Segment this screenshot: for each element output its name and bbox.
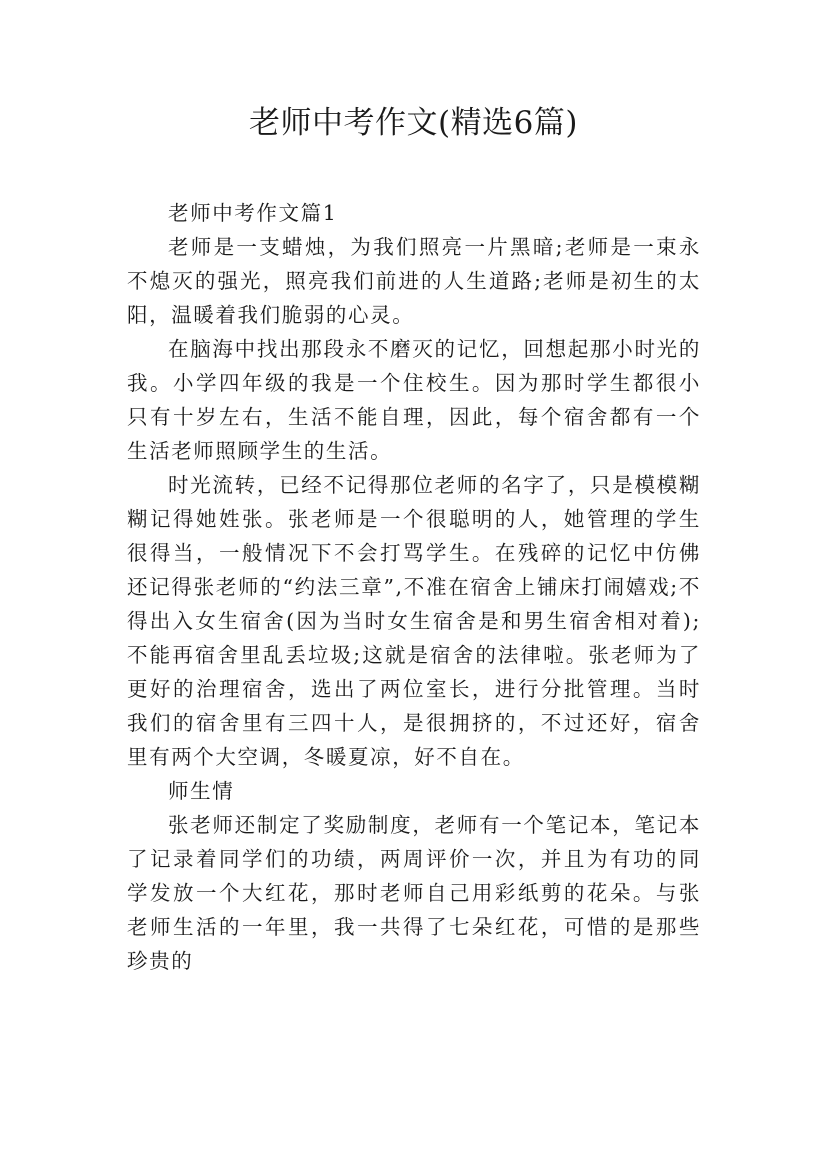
paragraph: 时光流转，已经不记得那位老师的名字了，只是模模糊糊记得她姓张。张老师是一个很聪明的人，她管理的学生很得当，一般情况下不会打骂学生。在残碎的记忆中仿佛还记得张老师的“约法三章”,不准在宿舍上铺床打闹嬉戏;不得出入女生宿舍(因为当时女生宿舍是和男生宿舍相对着);不能再宿舍里乱丢垃圾;这就是宿舍的法律啦。张老师为了更好的治理宿舍，选出了两位室长，进行分批管理。当时我们的宿舍里有三四十人，是很拥挤的，不过还好，宿舍里有两个大空调，冬暖夏凉，好不自在。: [127, 473, 701, 769]
paragraph: 老师是一支蜡烛，为我们照亮一片黑暗;老师是一束永不熄灭的强光，照亮我们前进的人生道路;老师是初生的太阳，温暖着我们脆弱的心灵。: [127, 235, 701, 327]
paragraph: 在脑海中找出那段永不磨灭的记忆，回想起那小时光的我。小学四年级的我是一个住校生。因为那时学生都很小只有十岁左右，生活不能自理，因此，每个宿舍都有一个生活老师照顾学生的生活。: [127, 337, 701, 463]
document-body: [127, 196, 701, 978]
section-heading: 老师中考作文篇1: [168, 201, 338, 225]
section-heading: 师生情: [168, 779, 235, 803]
document-title: 老师中考作文(精选6篇): [249, 105, 578, 141]
paragraph: 张老师还制定了奖励制度，老师有一个笔记本，笔记本了记录着同学们的功绩，两周评价一次，并且为有功的同学发放一个大红花，那时老师自己用彩纸剪的花朵。与张老师生活的一年里，我一共得了七朵红花，可惜的是那些珍贵的: [127, 813, 701, 973]
